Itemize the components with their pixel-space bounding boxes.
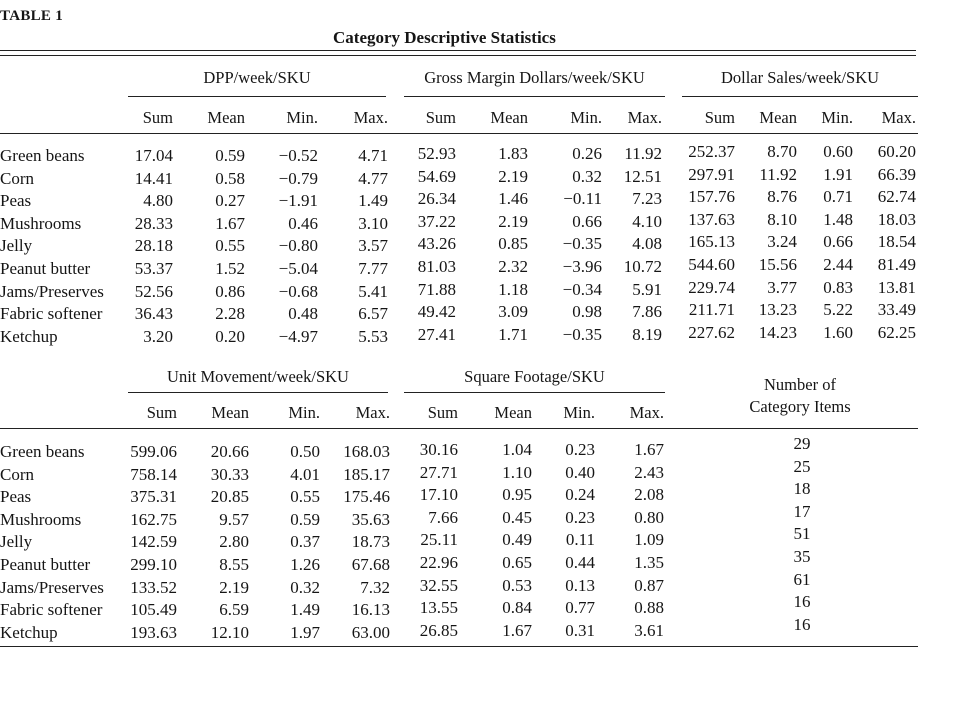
bottom-row-label: Peas: [0, 487, 32, 507]
bottom-cell: 2.19: [219, 577, 249, 597]
top-cell: 5.53: [358, 326, 388, 346]
top-cell: −0.34: [562, 279, 602, 299]
bottom-group-header-0: Unit Movement/week/SKU: [167, 367, 349, 386]
bottom-cell: 0.80: [634, 507, 664, 527]
top-cell: 36.43: [134, 304, 173, 324]
top-subheader-2: Min.: [286, 108, 318, 127]
bottom-subheader-2: Min.: [288, 403, 320, 422]
top-cell: 0.71: [823, 187, 853, 207]
bottom-cell: 105.49: [130, 600, 177, 620]
bottom-group-rule-1: [404, 392, 665, 393]
bottom-cell: 0.13: [565, 575, 595, 595]
bottom-cell: 27.71: [419, 462, 458, 482]
bottom-cell: 0.45: [502, 507, 532, 527]
top-cell: 252.37: [688, 142, 735, 161]
bottom-cell: 0.44: [565, 553, 595, 572]
top-cell: 27.41: [417, 324, 456, 344]
bottom-subheader-7: Max.: [629, 403, 664, 422]
top-cell: 297.91: [688, 164, 735, 184]
top-cell: 7.77: [358, 259, 388, 278]
top-cell: −3.96: [562, 257, 602, 276]
top-cell: 28.18: [134, 236, 173, 256]
top-cell: 81.49: [877, 255, 916, 274]
top-cell: 1.52: [215, 259, 245, 278]
bottom-cell: 30.33: [210, 464, 249, 484]
bottom-cell: 599.06: [130, 442, 177, 461]
top-cell: 3.57: [358, 236, 388, 256]
top-cell: 7.23: [632, 189, 662, 209]
bottom-cell: 12.10: [210, 622, 249, 642]
top-cell: 0.26: [572, 144, 602, 163]
bottom-cell: 162.75: [130, 509, 177, 529]
top-cell: 5.22: [823, 300, 853, 320]
top-cell: 0.46: [288, 213, 318, 233]
top-cell: 3.77: [767, 277, 797, 297]
bottom-cell: 375.31: [130, 487, 177, 507]
items-header-line1: Number of: [764, 375, 836, 394]
bottom-cell: 0.49: [502, 530, 532, 550]
top-subheader-0: Sum: [142, 108, 173, 127]
bottom-cell: 0.11: [565, 530, 595, 550]
bottom-items-cell: 51: [793, 524, 811, 544]
top-subheader-9: Mean: [759, 108, 797, 127]
bottom-items-cell: 29: [793, 434, 811, 453]
bottom-cell: 7.66: [428, 507, 458, 527]
top-cell: 52.56: [134, 281, 173, 301]
top-group-header-0: DPP/week/SKU: [203, 68, 311, 87]
top-cell: 0.55: [215, 236, 245, 256]
bottom-cell: 20.66: [210, 442, 249, 461]
bottom-cell: 0.31: [565, 620, 595, 640]
bottom-row-label: Ketchup: [0, 622, 58, 642]
table-bottom-rule: [0, 646, 918, 647]
bottom-row-label: Peanut butter: [0, 555, 91, 574]
top-cell: −4.97: [278, 326, 318, 346]
bottom-cell: 0.77: [565, 598, 595, 618]
bottom-items-cell: 16: [793, 592, 811, 612]
top-cell: 3.20: [143, 326, 173, 346]
top-subheader-10: Min.: [821, 108, 853, 127]
bottom-cell: 1.67: [502, 620, 532, 640]
top-cell: 0.85: [498, 234, 528, 254]
top-cell: 3.10: [358, 213, 388, 233]
top-subheader-4: Sum: [425, 108, 456, 127]
bottom-items-cell: 61: [793, 569, 811, 589]
top-cell: 0.20: [215, 326, 245, 346]
top-subheader-5: Mean: [490, 108, 528, 127]
top-group-rule-0: [128, 96, 386, 97]
bottom-group-rule-0: [128, 392, 388, 393]
top-cell: 1.48: [823, 209, 853, 229]
top-cell: 14.23: [758, 322, 797, 342]
items-header-line2: Category Items: [749, 397, 851, 416]
top-cell: −0.11: [563, 189, 602, 209]
bottom-cell: 1.97: [290, 622, 320, 642]
top-cell: −5.04: [278, 259, 318, 278]
bottom-cell: 0.88: [634, 598, 664, 618]
top-cell: 1.91: [823, 164, 853, 184]
top-cell: 0.83: [823, 277, 853, 297]
top-cell: 28.33: [134, 213, 173, 233]
top-cell: 4.80: [143, 191, 173, 211]
top-cell: 71.88: [417, 279, 456, 299]
top-subheader-1: Mean: [207, 108, 245, 127]
top-cell: 1.49: [358, 191, 388, 211]
top-cell: 2.19: [498, 166, 528, 186]
top-group-rule-2: [682, 96, 918, 97]
top-cell: 5.41: [358, 281, 388, 301]
top-subheader-8: Sum: [704, 108, 735, 127]
top-cell: 8.19: [632, 324, 662, 344]
bottom-cell: 758.14: [130, 464, 177, 484]
top-subheader-11: Max.: [881, 108, 916, 127]
top-cell: 37.22: [417, 211, 456, 231]
bottom-group-header-1: Square Footage/SKU: [464, 367, 605, 386]
bottom-cell: 1.09: [634, 530, 664, 550]
bottom-cell: 35.63: [351, 509, 390, 529]
top-cell: 157.76: [688, 187, 735, 207]
top-cell: 11.92: [624, 144, 662, 163]
top-cell: 13.81: [877, 277, 916, 297]
bottom-cell: 8.55: [219, 555, 249, 574]
top-cell: 6.57: [358, 304, 388, 324]
bottom-cell: 0.24: [565, 485, 595, 505]
bottom-cell: 63.00: [351, 622, 390, 642]
bottom-cell: 17.10: [419, 485, 458, 505]
bottom-cell: 175.46: [343, 487, 390, 507]
top-cell: 11.92: [759, 164, 797, 184]
top-cell: 1.83: [498, 144, 528, 163]
top-cell: 2.44: [823, 255, 853, 274]
title-rule-top: [0, 50, 916, 51]
bottom-cell: 2.80: [219, 532, 249, 552]
top-cell: 33.49: [877, 300, 916, 320]
bottom-cell: 2.08: [634, 485, 664, 505]
bottom-row-label: Jelly: [0, 532, 33, 552]
top-row-label: Green beans: [0, 146, 85, 165]
bottom-cell: 0.59: [290, 509, 320, 529]
top-cell: 0.48: [288, 304, 318, 324]
bottom-cell: 22.96: [419, 553, 458, 572]
top-cell: 1.60: [823, 322, 853, 342]
bottom-cell: 2.43: [634, 462, 664, 482]
title-rule-bottom: [0, 55, 916, 56]
bottom-row-label: Mushrooms: [0, 509, 82, 529]
top-group-header-1: Gross Margin Dollars/week/SKU: [424, 68, 645, 87]
bottom-cell: 18.73: [351, 532, 390, 552]
bottom-cell: 168.03: [343, 442, 390, 461]
top-cell: 544.60: [688, 255, 735, 274]
bottom-subheader-4: Sum: [427, 403, 458, 422]
bottom-row-label: Jams/Preserves: [0, 577, 104, 597]
top-cell: 18.03: [877, 209, 916, 229]
bottom-cell: 299.10: [130, 555, 177, 574]
top-cell: 0.86: [215, 281, 245, 301]
bottom-row-label: Fabric softener: [0, 600, 103, 620]
bottom-items-cell: 25: [793, 456, 811, 476]
top-cell: 0.59: [215, 146, 245, 165]
bottom-cell: 1.67: [634, 440, 664, 459]
bottom-row-label: Green beans: [0, 442, 85, 461]
bottom-cell: 67.68: [351, 555, 390, 574]
bottom-cell: 133.52: [130, 577, 177, 597]
bottom-cell: 1.10: [502, 462, 532, 482]
bottom-cell: 1.49: [290, 600, 320, 620]
bottom-cell: 20.85: [210, 487, 249, 507]
top-subheader-6: Min.: [570, 108, 602, 127]
bottom-cell: 25.11: [420, 530, 458, 550]
top-cell: 0.66: [572, 211, 602, 231]
top-cell: 1.18: [498, 279, 528, 299]
bottom-cell: 7.32: [360, 577, 390, 597]
top-row-label: Mushrooms: [0, 213, 82, 233]
top-row-label: Peas: [0, 191, 32, 211]
bottom-items-cell: 35: [793, 547, 811, 566]
top-cell: 0.98: [572, 302, 602, 322]
top-cell: 2.28: [215, 304, 245, 324]
top-cell: 8.70: [767, 142, 797, 161]
bottom-cell: 0.23: [565, 440, 595, 459]
top-cell: 17.04: [134, 146, 173, 165]
top-cell: 3.24: [767, 232, 797, 252]
top-cell: 62.74: [877, 187, 916, 207]
top-cell: −0.68: [278, 281, 318, 301]
bottom-cell: 26.85: [419, 620, 458, 640]
bottom-cell: 0.84: [502, 598, 532, 618]
top-cell: 8.76: [767, 187, 797, 207]
top-cell: −1.91: [278, 191, 318, 211]
top-cell: 4.77: [358, 168, 388, 188]
top-cell: 1.67: [215, 213, 245, 233]
top-cell: 2.19: [498, 211, 528, 231]
top-cell: 26.34: [417, 189, 456, 209]
bottom-cell: 185.17: [343, 464, 390, 484]
top-cell: 229.74: [688, 277, 735, 297]
bottom-cell: 30.16: [419, 440, 458, 459]
bottom-cell: 0.95: [502, 485, 532, 505]
bottom-cell: 1.35: [634, 553, 664, 572]
bottom-cell: 1.04: [502, 440, 532, 459]
bottom-cell: 32.55: [419, 575, 458, 595]
top-cell: 8.10: [767, 209, 797, 229]
top-cell: 60.20: [877, 142, 916, 161]
top-subheader-rule: [0, 133, 918, 134]
top-cell: 49.42: [417, 302, 456, 322]
bottom-cell: 9.57: [219, 509, 249, 529]
bottom-cell: 0.65: [502, 553, 532, 572]
bottom-subheader-rule: [0, 428, 918, 429]
top-cell: 13.23: [758, 300, 797, 320]
top-cell: 52.93: [417, 144, 456, 163]
top-cell: 4.08: [632, 234, 662, 254]
top-cell: 81.03: [417, 257, 456, 276]
bottom-cell: 142.59: [130, 532, 177, 552]
bottom-cell: 13.55: [419, 598, 458, 618]
top-cell: −0.35: [562, 234, 602, 254]
top-cell: −0.80: [278, 236, 318, 256]
top-cell: 43.26: [417, 234, 456, 254]
bottom-cell: 3.61: [634, 620, 664, 640]
bottom-cell: 6.59: [219, 600, 249, 620]
bottom-items-cell: 16: [793, 614, 811, 634]
top-cell: 54.69: [417, 166, 456, 186]
table-label: TABLE 1: [0, 8, 64, 24]
top-cell: 2.32: [498, 257, 528, 276]
top-cell: 0.32: [572, 166, 602, 186]
top-cell: 3.09: [498, 302, 528, 322]
top-cell: 53.37: [134, 259, 173, 278]
bottom-items-cell: 18: [793, 479, 811, 499]
bottom-cell: 0.23: [565, 507, 595, 527]
top-row-label: Peanut butter: [0, 259, 91, 278]
top-cell: 12.51: [623, 166, 662, 186]
top-cell: 18.54: [877, 232, 916, 252]
bottom-items-cell: 17: [793, 501, 811, 521]
top-cell: −0.35: [562, 324, 602, 344]
top-cell: 0.27: [215, 191, 245, 211]
top-cell: 62.25: [877, 322, 916, 342]
top-cell: 1.71: [498, 324, 528, 344]
top-cell: 7.86: [632, 302, 662, 322]
top-row-label: Jams/Preserves: [0, 281, 104, 301]
top-row-label: Fabric softener: [0, 304, 103, 324]
bottom-row-label: Corn: [0, 464, 34, 484]
bottom-cell: 0.53: [502, 575, 532, 595]
top-cell: 10.72: [623, 257, 662, 276]
top-subheader-7: Max.: [627, 108, 662, 127]
top-subheader-3: Max.: [353, 108, 388, 127]
bottom-cell: 0.32: [290, 577, 320, 597]
top-group-header-2: Dollar Sales/week/SKU: [720, 68, 880, 87]
bottom-subheader-3: Max.: [355, 403, 390, 422]
top-cell: 165.13: [688, 232, 735, 252]
top-cell: −0.52: [278, 146, 318, 165]
bottom-cell: 0.50: [290, 442, 320, 461]
top-cell: 14.41: [134, 168, 173, 188]
top-cell: 211.71: [688, 300, 735, 320]
top-cell: 5.91: [632, 279, 662, 299]
top-cell: 227.62: [688, 322, 735, 342]
top-cell: 137.63: [688, 209, 735, 229]
top-cell: 0.66: [823, 232, 853, 252]
top-group-rule-1: [404, 96, 665, 97]
bottom-cell: 0.40: [565, 462, 595, 482]
top-row-label: Jelly: [0, 236, 33, 256]
top-cell: −0.79: [278, 168, 318, 188]
top-cell: 4.10: [632, 211, 662, 231]
bottom-cell: 4.01: [290, 464, 320, 484]
top-cell: 15.56: [758, 255, 797, 274]
bottom-subheader-0: Sum: [146, 403, 177, 422]
bottom-subheader-1: Mean: [211, 403, 249, 422]
bottom-cell: 193.63: [130, 622, 177, 642]
bottom-cell: 16.13: [351, 600, 390, 620]
bottom-cell: 0.55: [290, 487, 320, 507]
bottom-cell: 0.87: [634, 575, 664, 595]
bottom-cell: 1.26: [290, 555, 320, 574]
top-cell: 0.58: [215, 168, 245, 188]
top-cell: 66.39: [877, 164, 916, 184]
bottom-cell: 0.37: [290, 532, 320, 552]
top-cell: 4.71: [358, 146, 388, 165]
bottom-subheader-5: Mean: [494, 403, 532, 422]
top-cell: 1.46: [498, 189, 528, 209]
top-row-label: Ketchup: [0, 326, 58, 346]
top-cell: 0.60: [823, 142, 853, 161]
table-title: Category Descriptive Statistics: [333, 28, 556, 47]
top-row-label: Corn: [0, 168, 34, 188]
bottom-subheader-6: Min.: [563, 403, 595, 422]
